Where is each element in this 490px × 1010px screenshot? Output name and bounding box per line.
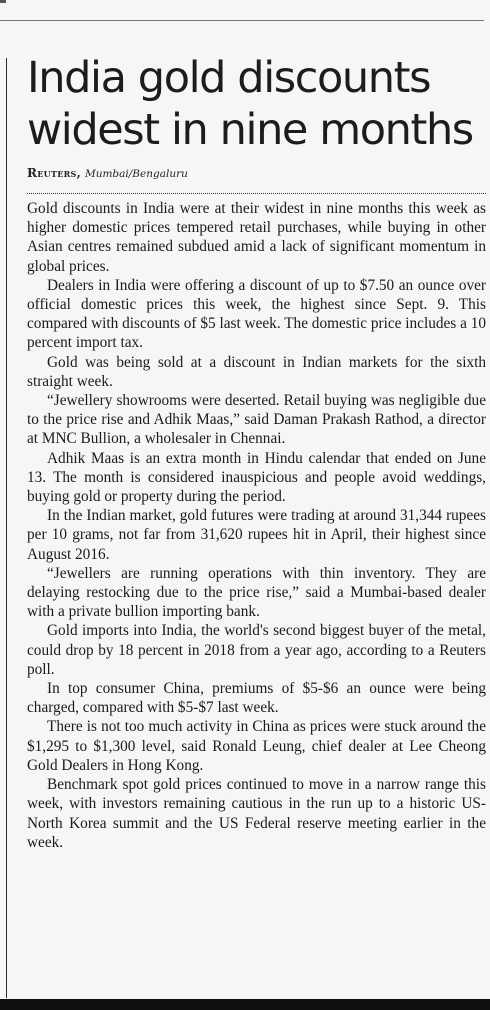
- paragraph: Gold discounts in India were at their widest in nine months this week as higher domestic prices tempered retail purchases, while buying in other Asian centres remained subdued amid a lack of significant momentum in global prices.: [27, 200, 486, 275]
- paragraph: Dealers in India were offering a discount of up to $7.50 an ounce over official domestic prices this week, the highest since Sept. 9. This compared with discounts of $5 last week. The domestic price includes a 10 percent import tax.: [27, 276, 486, 352]
- top-rule: [0, 20, 484, 21]
- paragraph: Gold imports into India, the world's second biggest buyer of the metal, could drop by 18 percent in 2018 from a year ago, according to a Reuters poll.: [27, 622, 486, 678]
- byline: [27, 165, 486, 182]
- bottom-edge-bar: [0, 999, 490, 1010]
- article-body: [27, 199, 486, 852]
- paragraph: In top consumer China, premiums of $5-$6 an ounce were being charged, compared with $5-$7 last week.: [27, 680, 486, 717]
- byline-location: Mumbai/Bengaluru: [84, 168, 188, 180]
- page-corner-mark: [0, 0, 6, 3]
- article: [27, 52, 486, 852]
- headline: India gold discounts widest in nine months: [27, 53, 473, 155]
- paragraph: There is not too much activity in China as prices were stuck around the $1,295 to $1,300 level, said Ronald Leung, chief dealer at Lee Cheong Gold Dealers in Hong Kong.: [27, 718, 486, 774]
- byline-agency: Reuters,: [27, 166, 82, 180]
- paragraph: Benchmark spot gold prices continued to move in a narrow range this week, with investors remaining cautious in the run up to a historic US-North Korea summit and the US Federal reserve meeting earlier in the week.: [27, 776, 486, 851]
- paragraph: In the Indian market, gold futures were trading at around 31,344 rupees per 10 grams, not far from 31,620 rupees hit in April, their highest since August 2016.: [27, 507, 486, 563]
- paragraph: “Jewellery showrooms were deserted. Retail buying was negligible due to the price rise and Adhik Maas,” said Daman Prakash Rathod, a director at MNC Bullion, a wholesaler in Chennai.: [27, 392, 486, 448]
- dotted-divider: [27, 193, 486, 194]
- paragraph: “Jewellers are running operations with thin inventory. They are delaying restocking due to the price rise,” said a Mumbai-based dealer with a private bullion importing bank.: [27, 564, 486, 621]
- paragraph: Adhik Maas is an extra month in Hindu calendar that ended on June 13. The month is considered inauspicious and people avoid weddings, buying gold or property during the period.: [27, 449, 486, 506]
- paragraph: Gold was being sold at a discount in Indian markets for the sixth straight week.: [27, 353, 486, 390]
- column-rule: [6, 58, 7, 998]
